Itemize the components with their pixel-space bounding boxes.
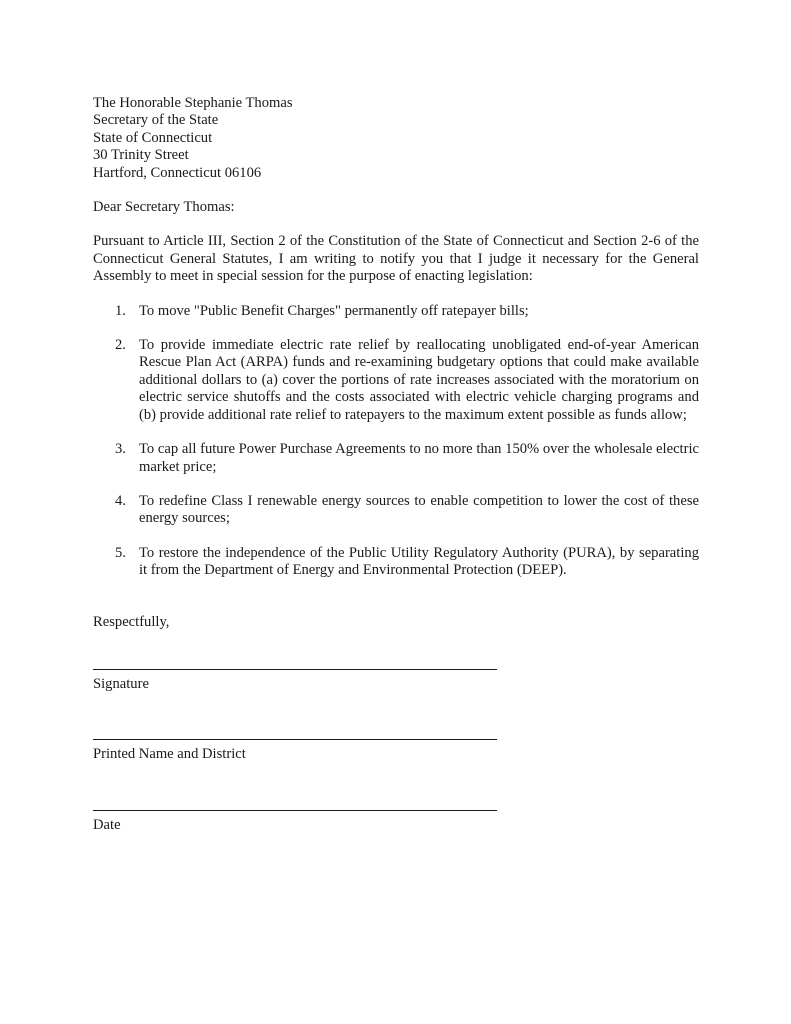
list-item	[93, 545, 699, 580]
date-field[interactable]	[93, 810, 699, 834]
printed-name-label: Printed Name and District	[93, 746, 246, 763]
list-item-text: To provide immediate electric rate relief by reallocating unobligated end-of-year American Rescue Plan Act (ARPA) funds and re-examining budgetary options that could make available additional dollars to (a) cover the portions of rate increases associated with the moratorium on electric service shutoffs and the costs associated with electric vehicle charging programs and (b) provide additional rate relief to ratepayers to the maximum extent possible as funds allow;	[139, 337, 699, 423]
list-item	[93, 303, 699, 320]
address-line-title: Secretary of the State	[93, 112, 219, 129]
list-item-number: 3.	[115, 441, 126, 458]
address-line-state: State of Connecticut	[93, 129, 213, 146]
legislation-list	[93, 303, 699, 580]
intro-paragraph: Pursuant to Article III, Section 2 of the Constitution of the State of Connecticut and Section 2-6 of the Connecticut General Statutes, I am writing to notify you that I judge it necessary for the General Assembly to meet in special session for the purpose of enacting legislation:	[93, 233, 699, 285]
list-item	[93, 493, 699, 528]
address-line-city: Hartford, Connecticut 06106	[93, 164, 262, 181]
signature-field[interactable]	[93, 669, 699, 693]
signature-line[interactable]	[93, 669, 497, 670]
date-label: Date	[93, 816, 121, 833]
list-item-text: To restore the independence of the Public Utility Regulatory Authority (PURA), by separating it from the Department of Energy and Environmental Protection (DEEP).	[139, 544, 699, 579]
letter-page	[93, 95, 699, 834]
address-line-name: The Honorable Stephanie Thomas	[93, 95, 293, 111]
recipient-address	[93, 95, 699, 182]
salutation: Dear Secretary Thomas:	[93, 199, 235, 216]
list-item-number: 2.	[115, 337, 126, 354]
list-item-text: To cap all future Power Purchase Agreements to no more than 150% over the wholesale electric market price;	[139, 441, 699, 475]
signature-label: Signature	[93, 675, 149, 692]
list-item-number: 5.	[115, 544, 126, 561]
address-line-street: 30 Trinity Street	[93, 147, 189, 164]
list-item	[93, 337, 699, 424]
date-line[interactable]	[93, 810, 497, 811]
list-item-text: To move "Public Benefit Charges" permanently off ratepayer bills;	[139, 302, 529, 319]
printed-name-field[interactable]	[93, 739, 699, 763]
list-item-number: 1.	[115, 302, 126, 319]
list-item-number: 4.	[115, 492, 126, 509]
list-item	[93, 441, 699, 476]
closing: Respectfully,	[93, 613, 170, 630]
list-item-text: To redefine Class I renewable energy sources to enable competition to lower the cost of these energy sources;	[139, 492, 699, 527]
printed-name-line[interactable]	[93, 739, 497, 740]
